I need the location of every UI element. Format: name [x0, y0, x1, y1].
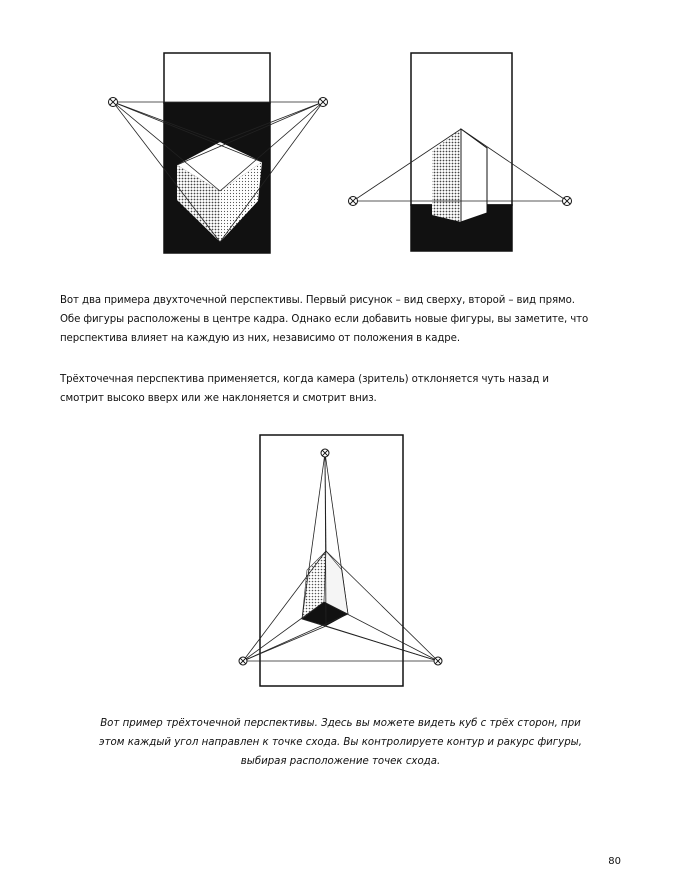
vanishing-point-left-icon — [349, 197, 358, 206]
three-point-perspective-figure — [230, 430, 450, 692]
vanishing-point-left-icon — [239, 657, 247, 665]
vanishing-point-right-icon — [319, 98, 328, 107]
vanishing-point-right-icon — [563, 197, 572, 206]
vanishing-point-right-icon — [434, 657, 442, 665]
vanishing-point-left-icon — [109, 98, 118, 107]
two-point-paragraph — [60, 291, 630, 348]
caption-line: этом каждый угол направлен к точке схода. Вы контролируете контур и ракурс фигуры, — [99, 737, 582, 748]
vanishing-point-top-icon — [321, 449, 329, 457]
text-line: Вот два примера двухточечной перспективы. Первый рисунок – вид сверху, второй – вид прямо. — [60, 295, 575, 306]
caption-line: выбирая расположение точек схода. — [240, 756, 441, 767]
caption-line: Вот пример трёхточечной перспективы. Здесь вы можете видеть куб с трёх сторон, при — [100, 718, 581, 729]
two-point-top-view-figure — [100, 45, 340, 260]
text-line: Обе фигуры расположены в центре кадра. Однако если добавить новые фигуры, вы заметите, что — [60, 314, 589, 325]
text-line: перспектива влияет на каждую из них, независимо от положения в кадре. — [60, 333, 460, 344]
frame-upper — [164, 53, 270, 103]
figure-caption — [48, 714, 633, 771]
three-point-paragraph — [60, 370, 630, 408]
page-number: 80 — [608, 856, 621, 867]
text-line: Трёхточечная перспектива применяется, когда камера (зритель) отклоняется чуть назад и — [60, 374, 549, 385]
text-line: смотрит высоко вверх или же наклоняется и смотрит вниз. — [60, 393, 377, 404]
two-point-front-view-figure — [340, 45, 580, 260]
